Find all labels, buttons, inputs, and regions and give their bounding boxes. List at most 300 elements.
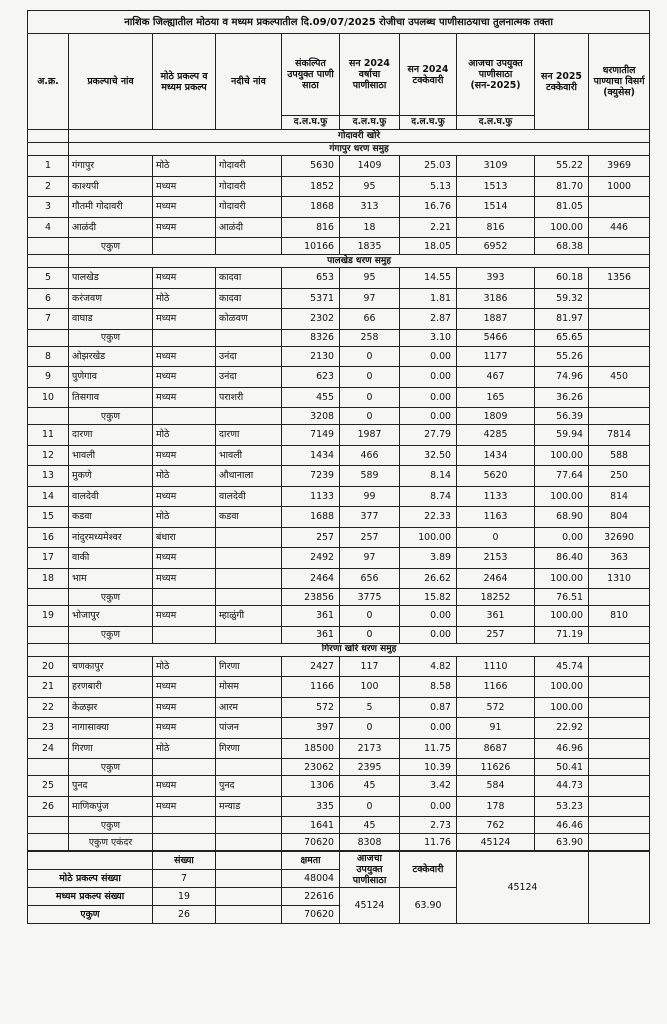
- row-river: उनंदा: [216, 367, 282, 388]
- row-planned: 572: [282, 697, 340, 718]
- row-type: मोठे: [153, 288, 216, 309]
- row-planned: 7149: [282, 425, 340, 446]
- row-pct2025: 81.70: [535, 176, 589, 197]
- row-type: मध्यम: [153, 718, 216, 739]
- row-pct2024: 8.74: [400, 486, 457, 507]
- table-row: [28, 387, 650, 408]
- row-y2024: 656: [340, 568, 400, 589]
- row-river: आळंदी: [216, 217, 282, 238]
- blank-cell: [216, 817, 282, 834]
- row-y2024: 45: [340, 776, 400, 797]
- grand-total-today: 45124: [457, 834, 535, 851]
- row-name: भाम: [69, 568, 153, 589]
- row-river: मोसम: [216, 677, 282, 698]
- row-sr: 13: [28, 466, 69, 487]
- blank-cell: [216, 759, 282, 776]
- row-type: मध्यम: [153, 217, 216, 238]
- row-planned: 7239: [282, 466, 340, 487]
- row-today: 816: [457, 217, 535, 238]
- row-today: 1177: [457, 346, 535, 367]
- subtotal-row: [28, 408, 650, 425]
- blank-cell: [28, 643, 69, 656]
- row-pct2025: 60.18: [535, 268, 589, 289]
- subtotal-y2024: 45: [340, 817, 400, 834]
- summary-pct-value: 63.90: [400, 888, 457, 924]
- row-sr: 8: [28, 346, 69, 367]
- row-sr: 2: [28, 176, 69, 197]
- blank-cell: [28, 329, 69, 346]
- row-y2024: 0: [340, 387, 400, 408]
- row-sr: 22: [28, 697, 69, 718]
- header-pct2024: सन 2024 टक्केवारी: [400, 34, 457, 116]
- table-row: [28, 176, 650, 197]
- row-pct2025: 55.22: [535, 156, 589, 177]
- row-discharge: 250: [589, 466, 650, 487]
- row-type: मध्यम: [153, 776, 216, 797]
- report-sheet: [27, 10, 649, 924]
- row-y2024: 95: [340, 176, 400, 197]
- subtotal-label: एकुण: [69, 759, 153, 776]
- page-title: नाशिक जिल्ह्यातील मोठया व मध्यम प्रकल्पातील दि.09/07/2025 रोजीचा उपलब्ध पाणीसाठयाचा तुलनात्मक तक्ता: [28, 11, 650, 34]
- row-name: काश्यपी: [69, 176, 153, 197]
- row-river: गिरणा: [216, 656, 282, 677]
- row-river: पुनद: [216, 776, 282, 797]
- row-name: मुकणे: [69, 466, 153, 487]
- row-river: पांजन: [216, 718, 282, 739]
- subtotal-pct2025: 46.46: [535, 817, 589, 834]
- row-planned: 1868: [282, 197, 340, 218]
- header-discharge: धरणातील पाण्याचा विसर्ग (क्युसेस): [589, 34, 650, 130]
- summary-count: 19: [153, 888, 216, 906]
- row-y2024: 1409: [340, 156, 400, 177]
- subtotal-row: [28, 238, 650, 255]
- row-pct2024: 4.82: [400, 656, 457, 677]
- summary-label: मोठे प्रकल्प संख्या: [28, 870, 153, 888]
- blank-cell: [28, 759, 69, 776]
- row-today: 3109: [457, 156, 535, 177]
- row-y2024: 466: [340, 445, 400, 466]
- row-pct2024: 2.21: [400, 217, 457, 238]
- table-row: [28, 796, 650, 817]
- row-discharge: [589, 796, 650, 817]
- row-discharge: [589, 738, 650, 759]
- unit-cell: द.ल.घ.फु: [340, 116, 400, 130]
- row-y2024: 2173: [340, 738, 400, 759]
- row-pct2024: 25.03: [400, 156, 457, 177]
- row-pct2025: 68.90: [535, 507, 589, 528]
- summary-count-header: संख्या: [153, 852, 216, 870]
- blank-cell: [28, 408, 69, 425]
- row-planned: 2302: [282, 309, 340, 330]
- group-heading: पालखेड धरण समुह: [69, 255, 650, 268]
- row-pct2024: 32.50: [400, 445, 457, 466]
- row-discharge: 1310: [589, 568, 650, 589]
- row-discharge: 450: [589, 367, 650, 388]
- row-today: 5620: [457, 466, 535, 487]
- row-pct2025: 44.73: [535, 776, 589, 797]
- row-today: 1133: [457, 486, 535, 507]
- row-discharge: [589, 197, 650, 218]
- row-pct2024: 0.00: [400, 346, 457, 367]
- row-river: कादवा: [216, 288, 282, 309]
- row-sr: 25: [28, 776, 69, 797]
- row-pct2025: 59.32: [535, 288, 589, 309]
- blank-cell: [216, 626, 282, 643]
- blank-cell: [28, 589, 69, 606]
- subtotal-pct2025: 71.19: [535, 626, 589, 643]
- row-name: पुणेगाव: [69, 367, 153, 388]
- row-discharge: [589, 677, 650, 698]
- table-row: [28, 656, 650, 677]
- subtotal-pct2024: 0.00: [400, 626, 457, 643]
- row-pct2025: 74.96: [535, 367, 589, 388]
- row-name: नागासाक्या: [69, 718, 153, 739]
- row-type: मध्यम: [153, 697, 216, 718]
- row-name: वाघाड: [69, 309, 153, 330]
- blank-cell: [28, 143, 69, 156]
- blank-cell: [153, 408, 216, 425]
- row-type: मध्यम: [153, 346, 216, 367]
- row-discharge: [589, 309, 650, 330]
- row-river: गोदावरी: [216, 197, 282, 218]
- row-pct2024: 2.87: [400, 309, 457, 330]
- subtotal-pct2024: 3.10: [400, 329, 457, 346]
- row-pct2025: 100.00: [535, 697, 589, 718]
- subtotal-row: [28, 817, 650, 834]
- table-row: [28, 697, 650, 718]
- row-planned: 455: [282, 387, 340, 408]
- row-planned: 1852: [282, 176, 340, 197]
- row-pct2025: 81.97: [535, 309, 589, 330]
- subtotal-label: एकुण: [69, 817, 153, 834]
- subtotal-pct2024: 15.82: [400, 589, 457, 606]
- row-pct2024: 3.89: [400, 548, 457, 569]
- row-discharge: [589, 656, 650, 677]
- header-today: आजचा उपयुक्त पाणीसाठा (सन-2025): [457, 34, 535, 116]
- table-row: [28, 486, 650, 507]
- row-planned: 361: [282, 606, 340, 627]
- row-y2024: 377: [340, 507, 400, 528]
- row-sr: 12: [28, 445, 69, 466]
- blank-cell: [28, 238, 69, 255]
- table-row: [28, 346, 650, 367]
- row-planned: 2492: [282, 548, 340, 569]
- row-name: वाकी: [69, 548, 153, 569]
- row-discharge: [589, 288, 650, 309]
- table-row: [28, 718, 650, 739]
- row-river: भावली: [216, 445, 282, 466]
- row-name: भोजापुर: [69, 606, 153, 627]
- row-river: मन्याड: [216, 796, 282, 817]
- row-type: मध्यम: [153, 387, 216, 408]
- header-pct2025: सन 2025 टक्केवारी: [535, 34, 589, 130]
- row-river: गिरणा: [216, 738, 282, 759]
- row-today: 0: [457, 527, 535, 548]
- header-y2024: सन 2024 वर्षाचा पाणीसाठा: [340, 34, 400, 116]
- subtotal-planned: 8326: [282, 329, 340, 346]
- row-today: 3186: [457, 288, 535, 309]
- row-today: 584: [457, 776, 535, 797]
- row-sr: 16: [28, 527, 69, 548]
- row-planned: 18500: [282, 738, 340, 759]
- row-y2024: 100: [340, 677, 400, 698]
- row-sr: 7: [28, 309, 69, 330]
- subtotal-pct2024: 0.00: [400, 408, 457, 425]
- row-pct2024: 11.75: [400, 738, 457, 759]
- row-discharge: 446: [589, 217, 650, 238]
- subtotal-planned: 361: [282, 626, 340, 643]
- row-name: गौतमी गोदावरी: [69, 197, 153, 218]
- summary-side-value: 45124: [457, 852, 589, 924]
- row-sr: 21: [28, 677, 69, 698]
- title-row: [28, 11, 650, 34]
- row-today: 1163: [457, 507, 535, 528]
- row-type: मोठे: [153, 656, 216, 677]
- row-river: [216, 568, 282, 589]
- row-pct2024: 16.76: [400, 197, 457, 218]
- subtotal-y2024: 2395: [340, 759, 400, 776]
- blank-cell: [153, 589, 216, 606]
- row-name: दारणा: [69, 425, 153, 446]
- row-type: मध्यम: [153, 197, 216, 218]
- row-type: मध्यम: [153, 176, 216, 197]
- row-y2024: 18: [340, 217, 400, 238]
- group-heading-row: [28, 143, 650, 156]
- subtotal-planned: 10166: [282, 238, 340, 255]
- header-sr: अ.क्र.: [28, 34, 69, 130]
- row-pct2025: 45.74: [535, 656, 589, 677]
- row-y2024: 1987: [340, 425, 400, 446]
- row-river: गोदावरी: [216, 156, 282, 177]
- blank-cell: [153, 759, 216, 776]
- row-type: मध्यम: [153, 606, 216, 627]
- row-river: कोळवण: [216, 309, 282, 330]
- row-today: 1513: [457, 176, 535, 197]
- summary-capacity: 22616: [282, 888, 340, 906]
- summary-label: मध्यम प्रकल्प संख्या: [28, 888, 153, 906]
- subtotal-today: 1809: [457, 408, 535, 425]
- row-y2024: 589: [340, 466, 400, 487]
- row-pct2024: 8.14: [400, 466, 457, 487]
- blank-cell: [589, 238, 650, 255]
- grand-total-pct2024: 11.76: [400, 834, 457, 851]
- row-pct2025: 81.05: [535, 197, 589, 218]
- row-type: मध्यम: [153, 677, 216, 698]
- row-name: वालदेवी: [69, 486, 153, 507]
- summary-today-value: 45124: [340, 888, 400, 924]
- row-today: 1514: [457, 197, 535, 218]
- row-pct2024: 0.00: [400, 606, 457, 627]
- basin-heading: गोदावरी खोरे: [69, 130, 650, 143]
- group-heading-row: [28, 643, 650, 656]
- header-planned: संकल्पित उपयुक्त पाणी साठा: [282, 34, 340, 116]
- row-pct2025: 100.00: [535, 677, 589, 698]
- subtotal-pct2024: 2.73: [400, 817, 457, 834]
- table-row: [28, 288, 650, 309]
- blank-cell: [216, 329, 282, 346]
- row-pct2025: 100.00: [535, 606, 589, 627]
- subtotal-y2024: 1835: [340, 238, 400, 255]
- blank-cell: [153, 817, 216, 834]
- group-heading-row: [28, 255, 650, 268]
- row-y2024: 97: [340, 548, 400, 569]
- row-type: मध्यम: [153, 309, 216, 330]
- row-y2024: 257: [340, 527, 400, 548]
- row-planned: 257: [282, 527, 340, 548]
- blank-cell: [216, 238, 282, 255]
- header-river: नदीचे नांव: [216, 34, 282, 130]
- row-planned: 2130: [282, 346, 340, 367]
- row-name: करंजवण: [69, 288, 153, 309]
- subtotal-y2024: 0: [340, 626, 400, 643]
- row-pct2024: 14.55: [400, 268, 457, 289]
- row-today: 361: [457, 606, 535, 627]
- row-planned: 397: [282, 718, 340, 739]
- row-type: मध्यम: [153, 268, 216, 289]
- row-discharge: 363: [589, 548, 650, 569]
- row-river: [216, 527, 282, 548]
- row-discharge: 3969: [589, 156, 650, 177]
- row-today: 1110: [457, 656, 535, 677]
- table-row: [28, 197, 650, 218]
- row-sr: 6: [28, 288, 69, 309]
- row-name: आळंदी: [69, 217, 153, 238]
- row-today: 393: [457, 268, 535, 289]
- row-pct2024: 0.00: [400, 796, 457, 817]
- summary-header-row: [28, 852, 650, 870]
- unit-cell: द.ल.घ.फु: [457, 116, 535, 130]
- blank-cell: [153, 834, 216, 851]
- subtotal-pct2025: 65.65: [535, 329, 589, 346]
- blank-cell: [28, 255, 69, 268]
- row-discharge: 32690: [589, 527, 650, 548]
- summary-table: [27, 851, 650, 924]
- row-y2024: 0: [340, 346, 400, 367]
- row-y2024: 99: [340, 486, 400, 507]
- row-river: पराशरी: [216, 387, 282, 408]
- row-y2024: 66: [340, 309, 400, 330]
- subtotal-planned: 1641: [282, 817, 340, 834]
- summary-capacity: 70620: [282, 906, 340, 924]
- subtotal-row: [28, 589, 650, 606]
- subtotal-row: [28, 626, 650, 643]
- row-river: कडवा: [216, 507, 282, 528]
- row-sr: 11: [28, 425, 69, 446]
- row-y2024: 0: [340, 606, 400, 627]
- subtotal-today: 6952: [457, 238, 535, 255]
- table-row: [28, 156, 650, 177]
- subtotal-today: 257: [457, 626, 535, 643]
- row-today: 2153: [457, 548, 535, 569]
- row-pct2025: 59.94: [535, 425, 589, 446]
- table-row: [28, 309, 650, 330]
- blank-cell: [153, 238, 216, 255]
- row-name: हरणबारी: [69, 677, 153, 698]
- row-sr: 26: [28, 796, 69, 817]
- row-type: मोठे: [153, 156, 216, 177]
- row-pct2025: 36.26: [535, 387, 589, 408]
- row-river: वालदेवी: [216, 486, 282, 507]
- row-name: कडवा: [69, 507, 153, 528]
- row-pct2025: 46.96: [535, 738, 589, 759]
- table-row: [28, 776, 650, 797]
- subtotal-today: 11626: [457, 759, 535, 776]
- subtotal-label: एकुण: [69, 408, 153, 425]
- row-type: मध्यम: [153, 548, 216, 569]
- row-planned: 5371: [282, 288, 340, 309]
- row-name: पुनद: [69, 776, 153, 797]
- subtotal-y2024: 258: [340, 329, 400, 346]
- row-discharge: 814: [589, 486, 650, 507]
- row-planned: 1434: [282, 445, 340, 466]
- group-heading: गंगापुर धरण समुह: [69, 143, 650, 156]
- subtotal-pct2025: 50.41: [535, 759, 589, 776]
- row-pct2024: 0.87: [400, 697, 457, 718]
- subtotal-label: एकुण: [69, 329, 153, 346]
- row-planned: 2464: [282, 568, 340, 589]
- blank-cell: [216, 589, 282, 606]
- row-river: उनंदा: [216, 346, 282, 367]
- row-pct2025: 0.00: [535, 527, 589, 548]
- row-today: 1166: [457, 677, 535, 698]
- subtotal-label: एकुण: [69, 626, 153, 643]
- row-name: ओझरखेड: [69, 346, 153, 367]
- row-name: गिरणा: [69, 738, 153, 759]
- row-pct2024: 5.13: [400, 176, 457, 197]
- blank-cell: [589, 408, 650, 425]
- row-planned: 5630: [282, 156, 340, 177]
- row-discharge: [589, 776, 650, 797]
- blank-cell: [589, 834, 650, 851]
- table-row: [28, 445, 650, 466]
- row-pct2024: 0.00: [400, 367, 457, 388]
- row-name: भावली: [69, 445, 153, 466]
- row-today: 1887: [457, 309, 535, 330]
- subtotal-planned: 3208: [282, 408, 340, 425]
- subtotal-today: 18252: [457, 589, 535, 606]
- row-type: मध्यम: [153, 486, 216, 507]
- summary-today-header: आजचा उपयुक्त पाणीसाठा: [340, 852, 400, 888]
- grand-total-label: एकुण एकंदर: [69, 834, 153, 851]
- subtotal-pct2024: 10.39: [400, 759, 457, 776]
- row-name: चणकापुर: [69, 656, 153, 677]
- row-today: 8687: [457, 738, 535, 759]
- row-pct2024: 22.33: [400, 507, 457, 528]
- subtotal-label: एकुण: [69, 589, 153, 606]
- row-planned: 816: [282, 217, 340, 238]
- table-row: [28, 527, 650, 548]
- row-pct2025: 100.00: [535, 568, 589, 589]
- row-y2024: 0: [340, 796, 400, 817]
- blank-cell: [589, 626, 650, 643]
- subtotal-today: 5466: [457, 329, 535, 346]
- table-row: [28, 606, 650, 627]
- row-river: औधानाला: [216, 466, 282, 487]
- row-river: गोदावरी: [216, 176, 282, 197]
- row-planned: 1306: [282, 776, 340, 797]
- subtotal-today: 762: [457, 817, 535, 834]
- reservoir-comparison-table: [27, 10, 650, 851]
- grand-total-pct2025: 63.90: [535, 834, 589, 851]
- blank-cell: [153, 329, 216, 346]
- table-row: [28, 738, 650, 759]
- blank-cell: [216, 408, 282, 425]
- summary-pct-header: टक्केवारी: [400, 852, 457, 888]
- row-discharge: 1000: [589, 176, 650, 197]
- grand-total-y2024: 8308: [340, 834, 400, 851]
- row-river: दारणा: [216, 425, 282, 446]
- row-today: 91: [457, 718, 535, 739]
